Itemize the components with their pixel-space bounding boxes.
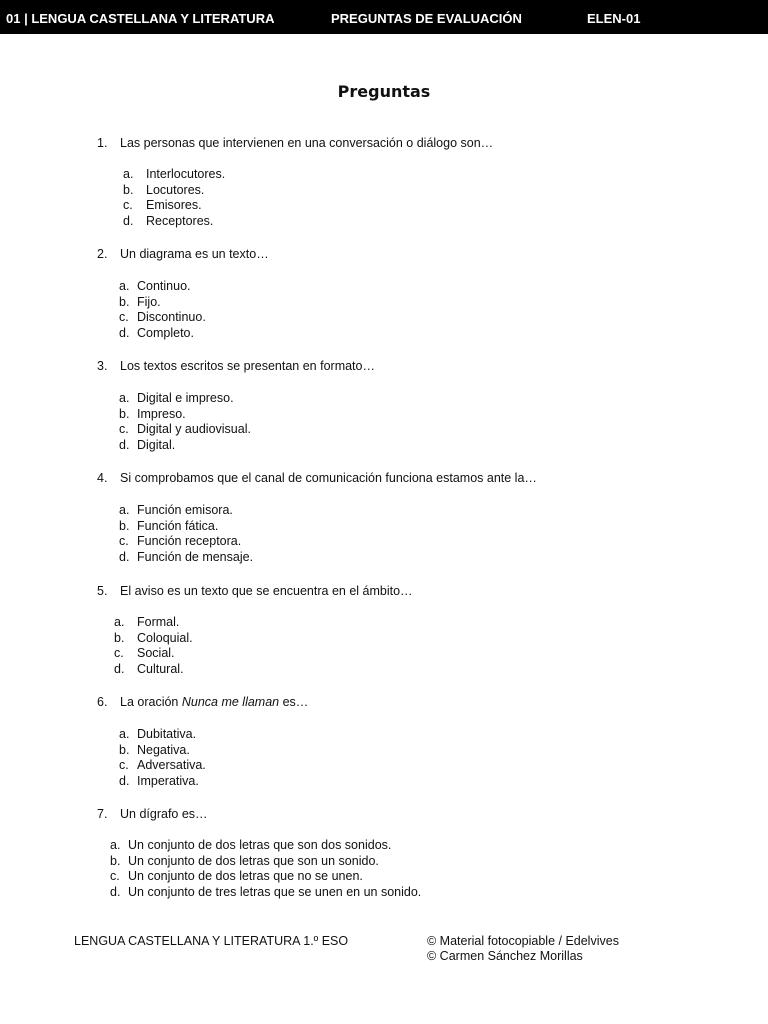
option-text: Fijo. xyxy=(137,294,161,309)
option-letter: a. xyxy=(119,503,130,517)
option-letter: b. xyxy=(119,406,130,421)
option-text: Completo. xyxy=(137,325,194,340)
option-text: Un conjunto de dos letras que no se unen. xyxy=(128,869,363,884)
header-code: ELEN-01 xyxy=(587,11,641,26)
option-letter: a. xyxy=(119,279,130,293)
option-text: Coloquial. xyxy=(137,630,193,645)
option-letter: c. xyxy=(119,422,129,437)
option-text: Interlocutores. xyxy=(146,167,226,181)
question-text-part: es… xyxy=(279,695,309,709)
option-letter: d. xyxy=(119,549,130,564)
option-text: Función emisora. xyxy=(137,503,233,517)
option-letter: c. xyxy=(114,646,124,661)
option-letter: c. xyxy=(110,869,120,884)
option-text: Discontinuo. xyxy=(137,310,206,325)
option-letter: d. xyxy=(110,884,121,899)
option-letter: a. xyxy=(119,391,130,405)
option-letter: b. xyxy=(119,518,130,533)
option-text: Digital e impreso. xyxy=(137,391,234,405)
option-text: Dubitativa. xyxy=(137,727,197,741)
option-letter: a. xyxy=(110,838,121,852)
option-letter: b. xyxy=(110,853,121,868)
header-subject: 01 | LENGUA CASTELLANA Y LITERATURA xyxy=(6,11,275,26)
option-letter: d. xyxy=(119,437,130,452)
option-letter: c. xyxy=(119,534,129,549)
option-letter: c. xyxy=(123,198,133,213)
option-text: Emisores. xyxy=(146,198,202,213)
option-text: Negativa. xyxy=(137,742,190,757)
option-text: Imperativa. xyxy=(137,773,199,788)
question-number: 5. xyxy=(97,584,108,598)
option-text: Digital y audiovisual. xyxy=(137,422,251,437)
question-number: 3. xyxy=(97,359,108,373)
footer-copyright-material: © Material fotocopiable / Edelvives xyxy=(427,934,619,948)
option-text: Continuo. xyxy=(137,279,191,293)
option-text: Un conjunto de tres letras que se unen en un sonido. xyxy=(128,884,422,899)
option-letter: a. xyxy=(114,615,125,629)
option-letter: a. xyxy=(119,727,130,741)
footer-course: LENGUA CASTELLANA Y LITERATURA 1.º ESO xyxy=(74,934,349,948)
question-number: 7. xyxy=(97,807,108,821)
option-text: Función fática. xyxy=(137,518,219,533)
option-letter: a. xyxy=(123,167,134,181)
option-letter: d. xyxy=(119,773,130,788)
option-text: Función de mensaje. xyxy=(137,549,254,564)
option-letter: c. xyxy=(119,758,129,773)
option-letter: d. xyxy=(114,661,125,676)
question-number: 2. xyxy=(97,247,108,261)
question-number: 4. xyxy=(97,471,108,485)
option-text: Cultural. xyxy=(137,661,184,676)
option-text: Social. xyxy=(137,646,175,661)
option-text: Formal. xyxy=(137,615,180,629)
question-text: Los textos escritos se presentan en formato… xyxy=(120,359,375,373)
question-text: Las personas que intervienen en una conversación o diálogo son… xyxy=(120,136,494,150)
question-text-part: La oración xyxy=(120,695,182,709)
option-letter: b. xyxy=(119,742,130,757)
option-letter: d. xyxy=(123,213,134,228)
option-text: Un conjunto de dos letras que son dos sonidos. xyxy=(128,838,392,852)
option-letter: b. xyxy=(123,182,134,197)
header-section: PREGUNTAS DE EVALUACIÓN xyxy=(331,11,522,26)
option-text: Adversativa. xyxy=(137,758,206,773)
option-text: Locutores. xyxy=(146,182,205,197)
question-text: Un dígrafo es… xyxy=(120,807,208,821)
footer-copyright-author: © Carmen Sánchez Morillas xyxy=(427,949,583,963)
option-text: Receptores. xyxy=(146,213,214,228)
option-letter: b. xyxy=(119,294,130,309)
question-text: El aviso es un texto que se encuentra en el ámbito… xyxy=(120,584,413,598)
question-text: Si comprobamos que el canal de comunicación funciona estamos ante la… xyxy=(120,471,537,485)
question-text-italic: Nunca me llaman xyxy=(181,695,280,709)
question-text: Un diagrama es un texto… xyxy=(120,247,269,261)
page-header xyxy=(0,0,768,34)
question-text xyxy=(120,695,308,711)
option-text: Digital. xyxy=(137,437,176,452)
option-letter: b. xyxy=(114,630,125,645)
option-letter: c. xyxy=(119,310,129,325)
option-text: Un conjunto de dos letras que son un sonido. xyxy=(128,853,379,868)
option-letter: d. xyxy=(119,325,130,340)
option-text: Impreso. xyxy=(137,406,186,421)
page-title: Preguntas xyxy=(337,82,431,101)
question-number: 1. xyxy=(97,136,108,150)
question-number: 6. xyxy=(97,695,108,709)
option-text: Función receptora. xyxy=(137,534,242,549)
